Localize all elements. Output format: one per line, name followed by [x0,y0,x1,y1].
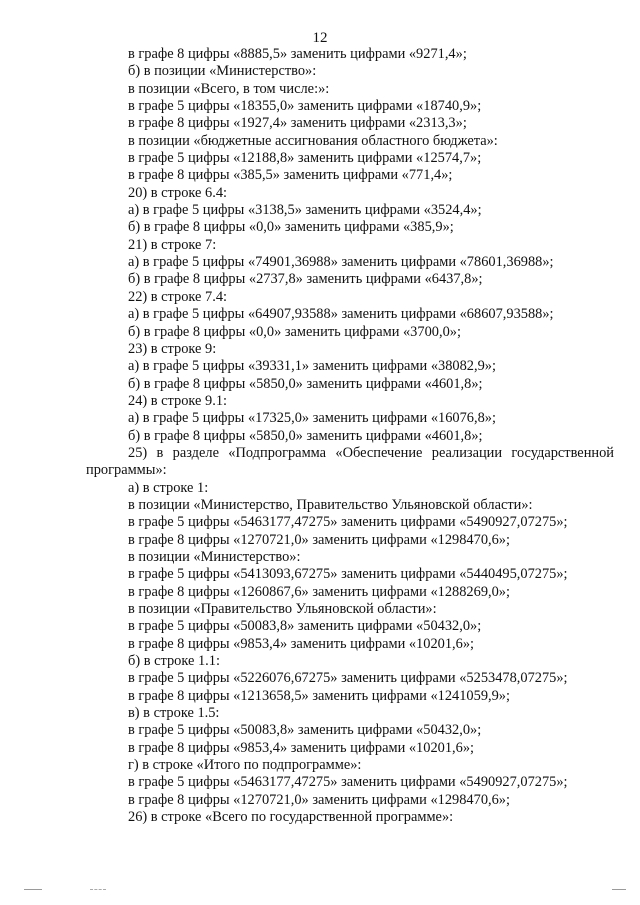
text-line: а) в строке 1: [128,479,209,496]
text-line: в графе 8 цифры «1270721,0» заменить цифрами «1298470,6»; [128,791,510,808]
text-line: в графе 5 цифры «50083,8» заменить цифрами «50432,0»; [128,618,482,635]
text-line: а) в графе 5 цифры «64907,93588» заменить цифрами «68607,93588»; [128,306,554,323]
text-line: б) в графе 8 цифры «5850,0» заменить цифрами «4601,8»; [128,375,483,392]
text-line: в графе 8 цифры «1260867,6» заменить цифрами «1288269,0»; [128,583,510,600]
text-line: в графе 8 цифры «1213658,5» заменить цифрами «1241059,9»; [128,687,510,704]
text-line: в позиции «Всего, в том числе:»: [128,80,330,97]
scan-artifact-line [24,889,42,890]
text-line: в графе 5 цифры «5463177,47275» заменить цифрами «5490927,07275»; [128,514,568,531]
text-line: в графе 5 цифры «5413093,67275» заменить цифрами «5440495,07275»; [128,566,568,583]
text-line: а) в графе 5 цифры «3138,5» заменить цифрами «3524,4»; [128,202,482,219]
text-line: б) в графе 8 цифры «2737,8» заменить цифрами «6437,8»; [128,271,483,288]
scan-artifact-line [612,889,626,890]
text-line: 22) в строке 7.4: [128,288,228,305]
text-line: в графе 8 цифры «1270721,0» заменить цифрами «1298470,6»; [128,531,510,548]
text-line: в графе 8 цифры «8885,5» заменить цифрами «9271,4»; [128,46,467,62]
text-line: в графе 5 цифры «12188,8» заменить цифрами «12574,7»; [128,150,482,167]
text-line: 24) в строке 9.1: [128,392,228,409]
text-line: б) в графе 8 цифры «0,0» заменить цифрами «3700,0»; [128,323,461,340]
text-line: в позиции «Правительство Ульяновской области»: [128,601,437,617]
text-line: а) в графе 5 цифры «17325,0» заменить цифрами «16076,8»; [128,410,496,427]
text-line: в позиции «Министерство, Правительство Ульяновской области»: [128,496,533,513]
text-line: г) в строке «Итого по подпрограмме»: [128,757,362,774]
text-line: 21) в строке 7: [128,236,217,253]
text-line: 23) в строке 9: [128,340,217,357]
text-line: в позиции «бюджетные ассигнования областного бюджета»: [128,132,498,149]
text-line: в графе 5 цифры «5463177,47275» заменить цифрами «5490927,07275»; [128,774,568,791]
text-line: 20) в строке 6.4: [128,184,228,201]
text-line: б) в графе 8 цифры «5850,0» заменить цифрами «4601,8»; [128,427,483,444]
text-line: 25) в разделе «Подпрограмма «Обеспечение реализации государственной [128,444,614,461]
text-line: в графе 5 цифры «5226076,67275» заменить цифрами «5253478,07275»; [128,670,568,687]
text-line: в графе 8 цифры «9853,4» заменить цифрами «10201,6»; [128,635,475,652]
text-line: в позиции «Министерство»: [128,548,301,565]
text-line: в графе 5 цифры «18355,0» заменить цифрами «18740,9»; [128,98,482,115]
text-line: в графе 8 цифры «385,5» заменить цифрами «771,4»; [128,167,453,184]
text-line: б) в позиции «Министерство»: [128,63,317,80]
scan-artifact-line [90,889,106,890]
text-line: б) в строке 1.1: [128,653,220,670]
text-line: а) в графе 5 цифры «39331,1» заменить цифрами «38082,9»; [128,358,496,375]
text-line: в графе 8 цифры «1927,4» заменить цифрами «2313,3»; [128,115,467,132]
document-body [86,46,614,826]
text-line: программы»: [86,462,167,479]
text-line: б) в графе 8 цифры «0,0» заменить цифрами «385,9»; [128,219,454,236]
text-line: в графе 5 цифры «50083,8» заменить цифрами «50432,0»; [128,722,482,739]
text-line: 26) в строке «Всего по государственной программе»: [128,809,454,826]
text-line: в) в строке 1.5: [128,705,220,722]
text-line: в графе 8 цифры «9853,4» заменить цифрами «10201,6»; [128,739,475,756]
text-line: а) в графе 5 цифры «74901,36988» заменить цифрами «78601,36988»; [128,254,554,271]
page-number: 12 [312,30,328,46]
